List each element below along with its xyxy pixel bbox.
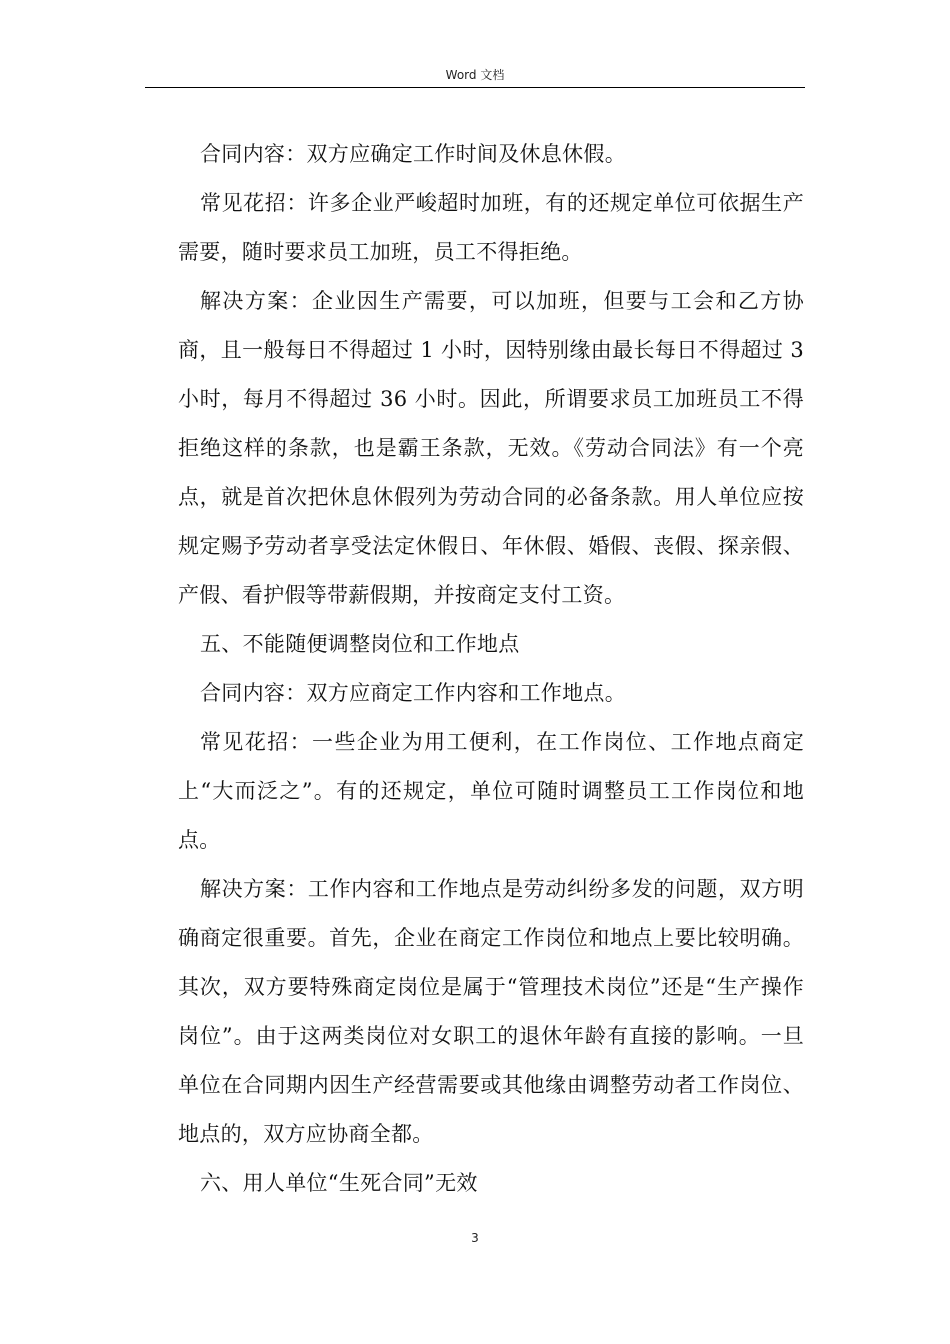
header-divider: [145, 87, 805, 88]
paragraph-common-trick-location: 常见花招：一些企业为用工便利，在工作岗位、工作地点商定上“大而泛之”。有的还规定，单位可随时调整员工工作岗位和地点。: [178, 730, 804, 852]
section-heading-6: 六、用人单位“生死合同”无效: [200, 1171, 478, 1195]
paragraph-solution-location: 解决方案：工作内容和工作地点是劳动纠纷多发的问题，双方明确商定很重要。首先，企业在商定工作岗位和地点上要比较明确。其次，双方要特殊商定岗位是属于“管理技术岗位”还是“生产操作岗位”。由于这两类岗位对女职工的退休年龄有直接的影响。一旦单位在合同期内因生产经营需要或其他缘由调整劳动者工作岗位、地点的，双方应协商全都。: [178, 877, 804, 1146]
section-heading-5: 五、不能随便调整岗位和工作地点: [200, 632, 520, 656]
paragraph-contract-content-hours: 合同内容：双方应确定工作时间及休息休假。: [200, 142, 626, 166]
paragraph-contract-content-location: 合同内容：双方应商定工作内容和工作地点。: [200, 681, 626, 705]
document-header: Word 文档: [445, 68, 505, 82]
document-body: [178, 130, 804, 1208]
page-number: 3: [471, 1231, 479, 1245]
paragraph-common-trick-overtime: 常见花招：许多企业严峻超时加班，有的还规定单位可依据生产需要，随时要求员工加班，员工不得拒绝。: [178, 191, 804, 264]
paragraph-solution-overtime: 解决方案：企业因生产需要，可以加班，但要与工会和乙方协商，且一般每日不得超过 1 小时，因特别缘由最长每日不得超过 3 小时，每月不得超过 36 小时。因此，所谓要求员工加班员工不得拒绝这样的条款，也是霸王条款，无效。《劳动合同法》有一个亮点，就是首次把休息休假列为劳动合同的必备条款。用人单位应按规定赐予劳动者享受法定休假日、年休假、婚假、丧假、探亲假、产假、看护假等带薪假期，并按商定支付工资。: [178, 289, 804, 607]
